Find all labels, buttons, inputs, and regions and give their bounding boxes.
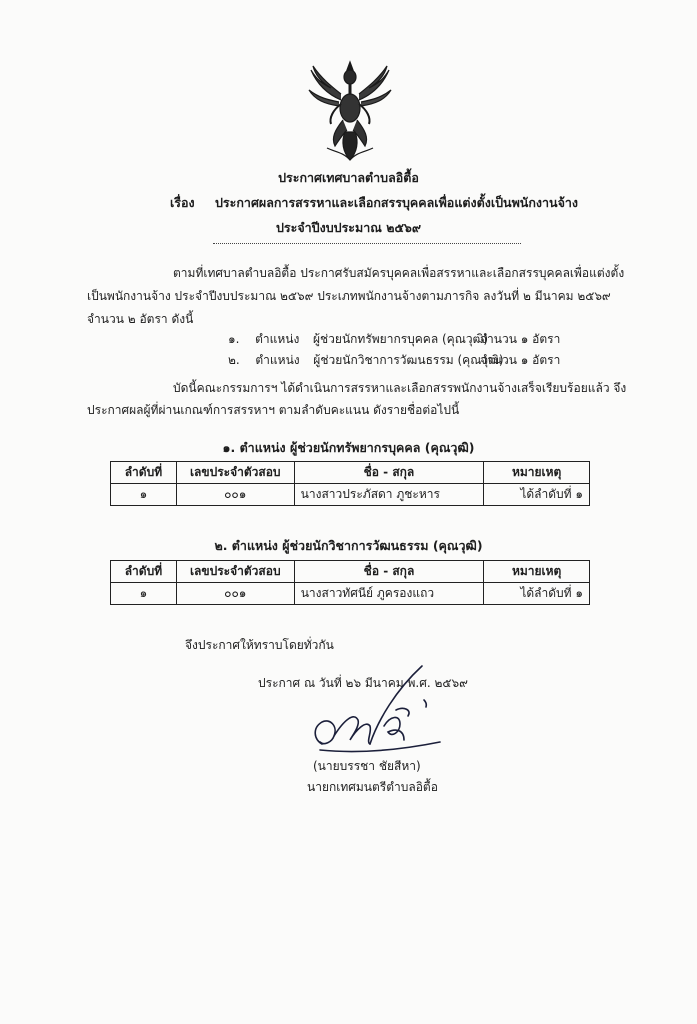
exam-id-cell: ๐๐๑ xyxy=(176,484,294,506)
order-cell: ๑ xyxy=(111,484,177,506)
position-number: ๑. xyxy=(228,332,240,346)
separator-line xyxy=(213,243,521,244)
position-item xyxy=(228,351,504,370)
garuda-emblem-icon xyxy=(305,60,395,165)
position-label: ตำแหน่ง xyxy=(255,332,300,346)
position-name: ผู้ช่วยนักทรัพยากรบุคคล (คุณวุฒิ) xyxy=(313,332,489,346)
note-cell: ได้ลำดับที่ ๑ xyxy=(484,583,590,605)
position-item xyxy=(228,330,488,349)
position-number: ๒. xyxy=(228,353,240,367)
closing-notice: จึงประกาศให้ทราบโดยทั่วกัน xyxy=(185,638,334,652)
position-label: ตำแหน่ง xyxy=(255,353,300,367)
announcement-date: ประกาศ ณ วันที่ ๒๖ มีนาคม พ.ศ. ๒๕๖๙ xyxy=(258,676,468,690)
position-count: จำนวน ๑ อัตรา xyxy=(480,353,561,367)
intro-line-3: จำนวน ๒ อัตรา ดังนี้ xyxy=(87,312,194,326)
signature-icon xyxy=(300,650,460,770)
signer-name: (นายบรรชา ชัยสีหา) xyxy=(313,759,421,773)
column-header: ลำดับที่ xyxy=(111,462,177,484)
subject-text: ประกาศผลการสรรหาและเลือกสรรบุคคลเพื่อแต่งตั้งเป็นพนักงานจ้าง xyxy=(215,195,579,210)
table-header-row xyxy=(111,462,590,484)
column-header: เลขประจำตัวสอบ xyxy=(176,462,294,484)
table-row xyxy=(111,484,590,506)
intro-line-2: เป็นพนักงานจ้าง ประจำปีงบประมาณ ๒๕๖๙ ประเภทพนักงานจ้างตามภารกิจ ลงวันที่ ๒ มีนาคม ๒๕๖๙ xyxy=(87,289,611,303)
column-header: ชื่อ - สกุล xyxy=(294,561,484,583)
intro-line-1: ตามที่เทศบาลตำบลอิตื้อ ประกาศรับสมัครบุคคลเพื่อสรรหาและเลือกสรรบุคคลเพื่อแต่งตั้ง xyxy=(173,266,625,280)
order-cell: ๑ xyxy=(111,583,177,605)
column-header: ชื่อ - สกุล xyxy=(294,462,484,484)
position-count: จำนวน ๑ อัตรา xyxy=(480,332,561,346)
column-header: ลำดับที่ xyxy=(111,561,177,583)
section-heading: ๒. ตำแหน่ง ผู้ช่วยนักวิชาการวัฒนธรรม (คุณวุฒิ) xyxy=(214,538,483,553)
signer-title: นายกเทศมนตรีตำบลอิตื้อ xyxy=(307,780,438,794)
column-header: หมายเหตุ xyxy=(484,561,590,583)
results-table xyxy=(110,461,590,506)
section-heading: ๑. ตำแหน่ง ผู้ช่วยนักทรัพยากรบุคคล (คุณวุฒิ) xyxy=(222,440,475,455)
body-line-2: ประกาศผลผู้ที่ผ่านเกณฑ์การสรรหาฯ ตามลำดับคะแนน ดังรายชื่อต่อไปนี้ xyxy=(87,403,460,417)
exam-id-cell: ๐๐๑ xyxy=(176,583,294,605)
results-table xyxy=(110,560,590,605)
table-header-row xyxy=(111,561,590,583)
table-row xyxy=(111,583,590,605)
name-cell: นางสาวทัศนีย์ ภูครองแถว xyxy=(294,583,484,605)
column-header: หมายเหตุ xyxy=(484,462,590,484)
issuer-title: ประกาศเทศบาลตำบลอิตื้อ xyxy=(278,170,419,185)
position-name: ผู้ช่วยนักวิชาการวัฒนธรรม (คุณวุฒิ) xyxy=(313,353,504,367)
name-cell: นางสาวประภัสดา ภูชะหาร xyxy=(294,484,484,506)
note-cell: ได้ลำดับที่ ๑ xyxy=(484,484,590,506)
body-line-1: บัดนี้คณะกรรมการฯ ได้ดำเนินการสรรหาและเลือกสรรพนักงานจ้างเสร็จเรียบร้อยแล้ว จึง xyxy=(173,381,627,395)
subject-label: เรื่อง xyxy=(170,195,195,210)
column-header: เลขประจำตัวสอบ xyxy=(176,561,294,583)
fiscal-year: ประจำปีงบประมาณ ๒๕๖๙ xyxy=(275,220,422,235)
